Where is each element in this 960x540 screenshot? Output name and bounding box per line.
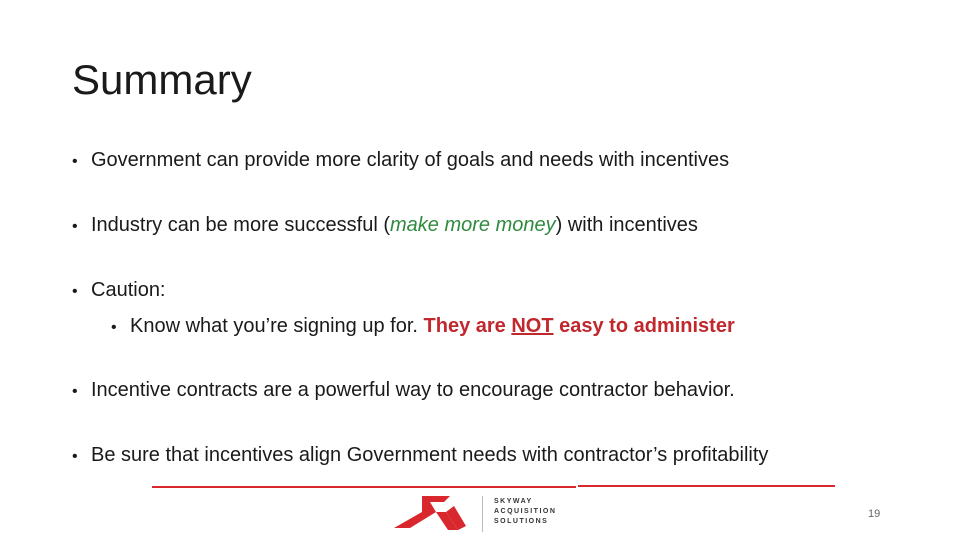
logo-line-1: SKYWAY xyxy=(494,498,533,505)
footer-rule-right xyxy=(578,485,835,487)
bullet-text: Government can provide more clarity of goals and needs with incentives xyxy=(91,149,730,171)
bullet-dot: • xyxy=(72,283,78,300)
bullet-text: Caution: xyxy=(91,279,166,301)
bullet-incentive-contracts xyxy=(72,378,735,404)
logo-line-2: ACQUISITION xyxy=(494,508,557,515)
sub-bullet-warning-2: easy to administer xyxy=(553,315,735,337)
bullet-government-clarity xyxy=(72,148,729,174)
bullet-dot: • xyxy=(72,218,78,235)
page-number: 19 xyxy=(868,508,881,520)
sub-bullet-know-what xyxy=(111,314,735,340)
sub-bullet-text-prefix: Know what you’re signing up for. xyxy=(130,315,424,337)
bullet-text: Be sure that incentives align Government needs with contractor’s profitability xyxy=(91,444,769,466)
bullet-text-prefix: Industry can be more successful ( xyxy=(91,214,391,236)
slide-title: Summary xyxy=(72,56,252,103)
sub-bullet-warning-not: NOT xyxy=(511,315,554,337)
bullet-dot: • xyxy=(72,153,78,170)
sub-bullet-warning-1: They are xyxy=(423,315,512,337)
skyway-logo-icon xyxy=(392,492,472,534)
bullet-dot: • xyxy=(72,448,78,465)
bullet-text: Incentive contracts are a powerful way to encourage contractor behavior. xyxy=(91,379,735,401)
bullet-industry-success xyxy=(72,213,698,239)
bullet-caution xyxy=(72,278,166,304)
logo-line-3: SOLUTIONS xyxy=(494,518,549,525)
bullet-text-suffix: ) with incentives xyxy=(555,214,698,236)
bullet-align-needs xyxy=(72,443,768,469)
logo-wordmark xyxy=(494,497,556,527)
logo-divider xyxy=(482,496,483,532)
bullet-dot: • xyxy=(72,383,78,400)
footer-rule-left xyxy=(152,486,576,488)
bullet-text-highlight: make more money xyxy=(390,214,556,236)
bullet-dot: • xyxy=(111,319,117,336)
